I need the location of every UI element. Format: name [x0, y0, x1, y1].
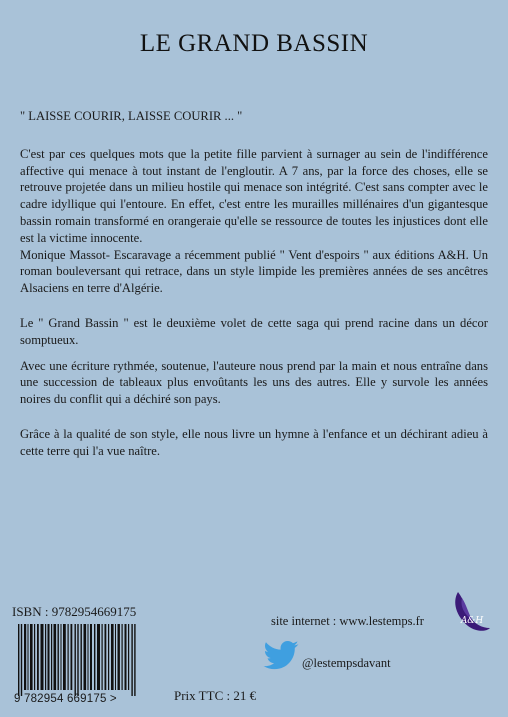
publisher-logo	[448, 590, 492, 634]
isbn-label: ISBN : 9782954669175	[12, 604, 137, 619]
paragraph-conclusion: Grâce à la qualité de son style, elle nous livre un hymne à l'enfance et un déchirant adieu à cette terre qui l'a vue naître.	[20, 426, 488, 458]
paragraph-author: Monique Massot- Escaravage a récemment publié " Vent d'espoirs " aux éditions A&H. Un roman bouleversant qui retrace, dans un style limpide les premières années de ses ancêtres Alsaciens en terre d'Algérie.	[20, 247, 488, 296]
book-title: LE GRAND BASSIN	[139, 30, 369, 57]
paragraph-style: Avec une écriture rythmée, soutenue, l'auteure nous prend par la main et nous entraîne dans une succession de tableaux plus envoûtants les uns des autres. Elle y survole les années noires du conflit qui a déchiré son pays.	[20, 358, 488, 407]
price-label: Prix TTC : 21 €	[174, 688, 257, 703]
website-label: site internet : www.lestemps.fr	[271, 614, 424, 628]
quote-heading: " LAISSE COURIR, LAISSE COURIR ... "	[20, 109, 243, 123]
twitter-handle: @lestempsdavant	[302, 656, 391, 670]
paragraph-saga: Le " Grand Bassin " est le deuxième volet de cette saga qui prend racine dans un décor somptueux.	[20, 315, 488, 347]
twitter-bird-icon	[262, 636, 300, 676]
back-cover-text	[20, 108, 488, 460]
isbn-barcode	[18, 624, 136, 696]
barcode-digits: 9 782954 669175 >	[14, 693, 117, 705]
svg-text:A&H: A&H	[460, 616, 484, 626]
paragraph-synopsis: C'est par ces quelques mots que la petite fille parvient à surnager au sein de l'indifférence affective qui menace à tout instant de l'engloutir. A 7 ans, par la force des choses, elle se retrouve projetée dans un milieu hostile qui menace son intégrité. C'est sans compter avec le cadre idyllique qui l'entoure. En effet, c'est entre les murailles millénaires d'un gigantesque bassin romain transformé en orangeraie qu'elle se ressource de toutes les injustices dont elle est la victime innocente.	[20, 146, 488, 245]
